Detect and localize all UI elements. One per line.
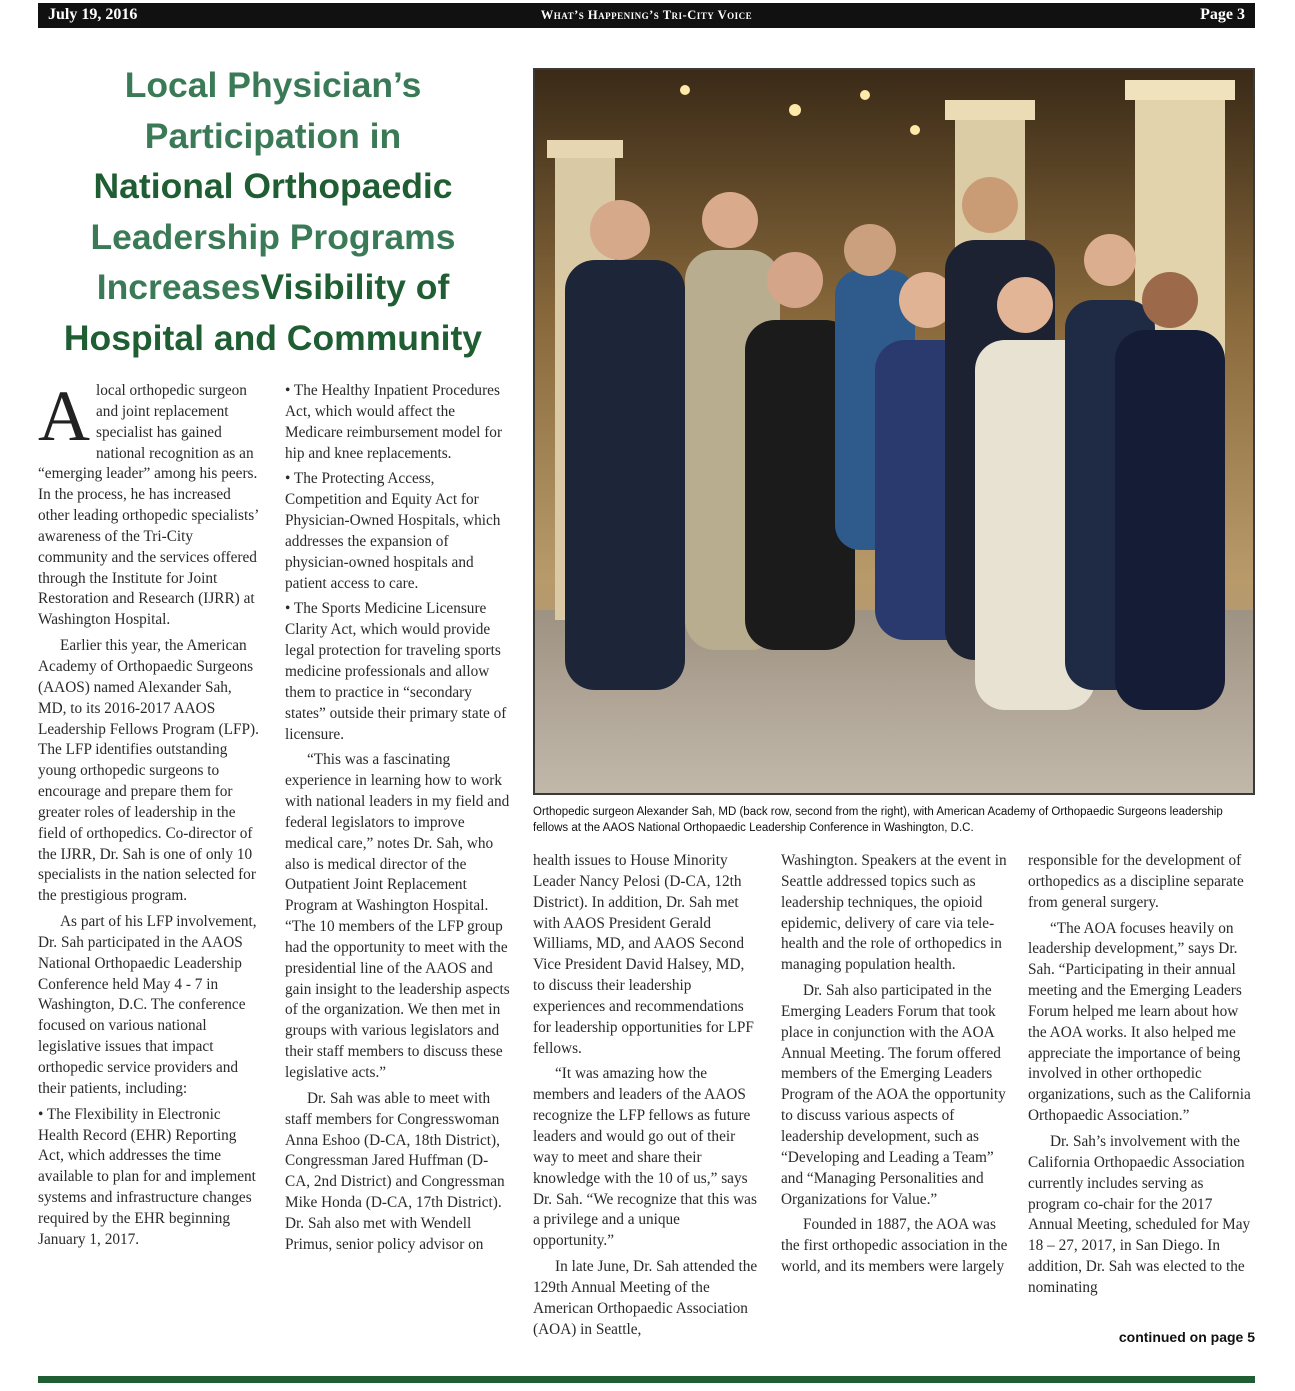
headline-word: Increases bbox=[96, 267, 261, 307]
article-paragraph: In late June, Dr. Sah attended the 129th Annual Meeting of the American Orthopaedic Association (AOA) in Seattle, bbox=[533, 1258, 758, 1338]
article-paragraph: As part of his LFP involvement, Dr. Sah participated in the AAOS National Orthopaedic Leadership Conference held May 4 - 7 in Washington, D.C. The conference focused on various national legislative issues that impact orthopedic service providers and their patients, including: bbox=[38, 913, 257, 1097]
drop-cap: A bbox=[38, 376, 90, 456]
masthead-bar bbox=[38, 3, 1255, 28]
article-column-2 bbox=[285, 381, 511, 1256]
group-photo-illustration bbox=[535, 70, 1253, 793]
article-column-3 bbox=[533, 851, 759, 1340]
bullet-item: • The Flexibility in Electronic Health Record (EHR) Reporting Act, which addresses the time available to plan for and implement systems and infrastructure changes required by the EHR beginning January 1, 2017. bbox=[38, 1105, 256, 1248]
bullet-item: • The Protecting Access, Competition and Equity Act for Physician-Owned Hospitals, which addresses the expansion of physician-owned hospitals and patient access to care. bbox=[285, 470, 501, 592]
headline-line bbox=[38, 262, 508, 313]
article-paragraph: Dr. Sah was able to meet with staff members for Congresswoman Anna Eshoo (D-CA, 18th District), Congressman Jared Huffman (D-CA, 2nd District) and Congressman Mike Honda (D-CA, 17th District). Dr. Sah also met with Wendell Primus, senior policy advisor on bbox=[285, 1089, 505, 1253]
article-paragraph: health issues to House Minority Leader Nancy Pelosi (D-CA, 12th District). In addition, Dr. Sah met with AAOS President Gerald Williams, MD, and AAOS Second Vice President David Halsey, MD, to discuss their leadership experiences and recommendations for leadership opportunities for LPF fellows. bbox=[533, 852, 754, 1057]
article-paragraph bbox=[38, 376, 262, 631]
article-paragraph: “The AOA focuses heavily on leadership development,” says Dr. Sah. “Participating in their annual meeting and the Emerging Leaders Forum helped me learn about how the AOA works. It also helped me appreciate the importance of being involved in other orthopedic organizations, such as the California Orthopaedic Association.” bbox=[1028, 919, 1251, 1125]
headline-line: Participation in bbox=[144, 115, 402, 156]
headline-word: Visibility of bbox=[260, 267, 450, 307]
headline-line: Hospital and Community bbox=[63, 317, 483, 358]
article-paragraph: Earlier this year, the American Academy of Orthopaedic Surgeons (AAOS) named Alexander Sah, MD, to its 2016-2017 AAOS Leadership Fellows Program (LFP). The LFP identifies outstanding young orthopedic surgeons to encourage and prepare them for greater roles of leadership in the field of orthopedics. Co-director of the IJRR, Dr. Sah is one of only 10 specialists in the nation selected for the prestigious program. bbox=[38, 637, 259, 905]
page-number: Page 3 bbox=[1200, 6, 1245, 23]
group-photo bbox=[533, 68, 1255, 795]
bullet-item: • The Sports Medicine Licensure Clarity Act, which would provide legal protection for traveling sports medicine professionals and allow them to practice in “secondary states” outside their primary state of licensure. bbox=[285, 600, 507, 743]
article-paragraph: Washington. Speakers at the event in Seattle addressed topics such as leadership techniques, the opioid epidemic, delivery of care via tele-health and the role of orthopedics in managing population health. bbox=[781, 852, 1007, 974]
headline-line: Local Physician’s bbox=[124, 65, 422, 105]
article-paragraph: “It was amazing how the members and leaders of the AAOS recognize the LFP fellows as future leaders and would go out of their way to meet and share their knowledge with the 10 of us,” says Dr. Sah. “We recognize that this was a privilege and a unique opportunity.” bbox=[533, 1065, 757, 1250]
article-paragraph: Dr. Sah also participated in the Emerging Leaders Forum that took place in conjunction with the AOA Annual Meeting. The forum offered members of the Emerging Leaders Program of the AOA the opportunity to discuss various aspects of leadership development, such as “Developing and Leading a Team” and “Managing Personalities and Organizations for Value.” bbox=[781, 982, 1006, 1208]
headline-line: Leadership Programs bbox=[90, 216, 456, 257]
headline-line: National Orthopaedic bbox=[93, 166, 453, 206]
photo-caption: Orthopedic surgeon Alexander Sah, MD (back row, second from the right), with American Academy of Orthopaedic Surgeons leadership fellows at the AAOS National Orthopaedic Leadership Conference in Washington, D.C. bbox=[533, 806, 1223, 834]
article-paragraph: responsible for the development of orthopedics as a discipline separate from general surgery. bbox=[1028, 852, 1244, 911]
article-paragraph: Founded in 1887, the AOA was the first orthopedic association in the world, and its members were largely bbox=[781, 1216, 1008, 1276]
bullet-item: • The Healthy Inpatient Procedures Act, which would affect the Medicare reimbursement model for hip and knee replacements. bbox=[285, 382, 503, 462]
article-column-1 bbox=[38, 376, 262, 1251]
issue-date: July 19, 2016 bbox=[48, 6, 138, 23]
article-paragraph: Dr. Sah’s involvement with the California Orthopaedic Association currently includes serving as program co-chair for the 2017 Annual Meeting, scheduled for May 18 – 27, 2017, in San Diego. In addition, Dr. Sah was elected to the nominating bbox=[1028, 1132, 1251, 1296]
footer-rule bbox=[38, 1376, 1255, 1383]
article-headline bbox=[38, 60, 508, 363]
article-column-5 bbox=[1028, 851, 1255, 1299]
paragraph-text: local orthopedic surgeon and joint replacement specialist has gained national recognition as an “emerging leader” among his peers. In the process, he has increased other leading orthopedic specialists’ awareness of the Tri-City community and the services offered through the Institute for Joint Restoration and Research (IJRR) at Washington Hospital. bbox=[38, 382, 259, 629]
newspaper-name: What’s Happening’s Tri-City Voice bbox=[540, 8, 753, 22]
article-paragraph: “This was a fascinating experience in learning how to work with national leaders in my field and federal legislators to improve medical care,” notes Dr. Sah, who also is medical director of the Outpatient Joint Replacement Program at Washington Hospital. “The 10 members of the LFP group had the opportunity to meet with the presidential line of the AAOS and gain insight to the leadership aspects of the organization. We then met in groups with various legislators and their staff members to discuss these legislative acts.” bbox=[285, 751, 510, 1081]
continued-link[interactable]: continued on page 5 bbox=[1118, 1329, 1255, 1345]
article-column-4 bbox=[781, 851, 1009, 1278]
